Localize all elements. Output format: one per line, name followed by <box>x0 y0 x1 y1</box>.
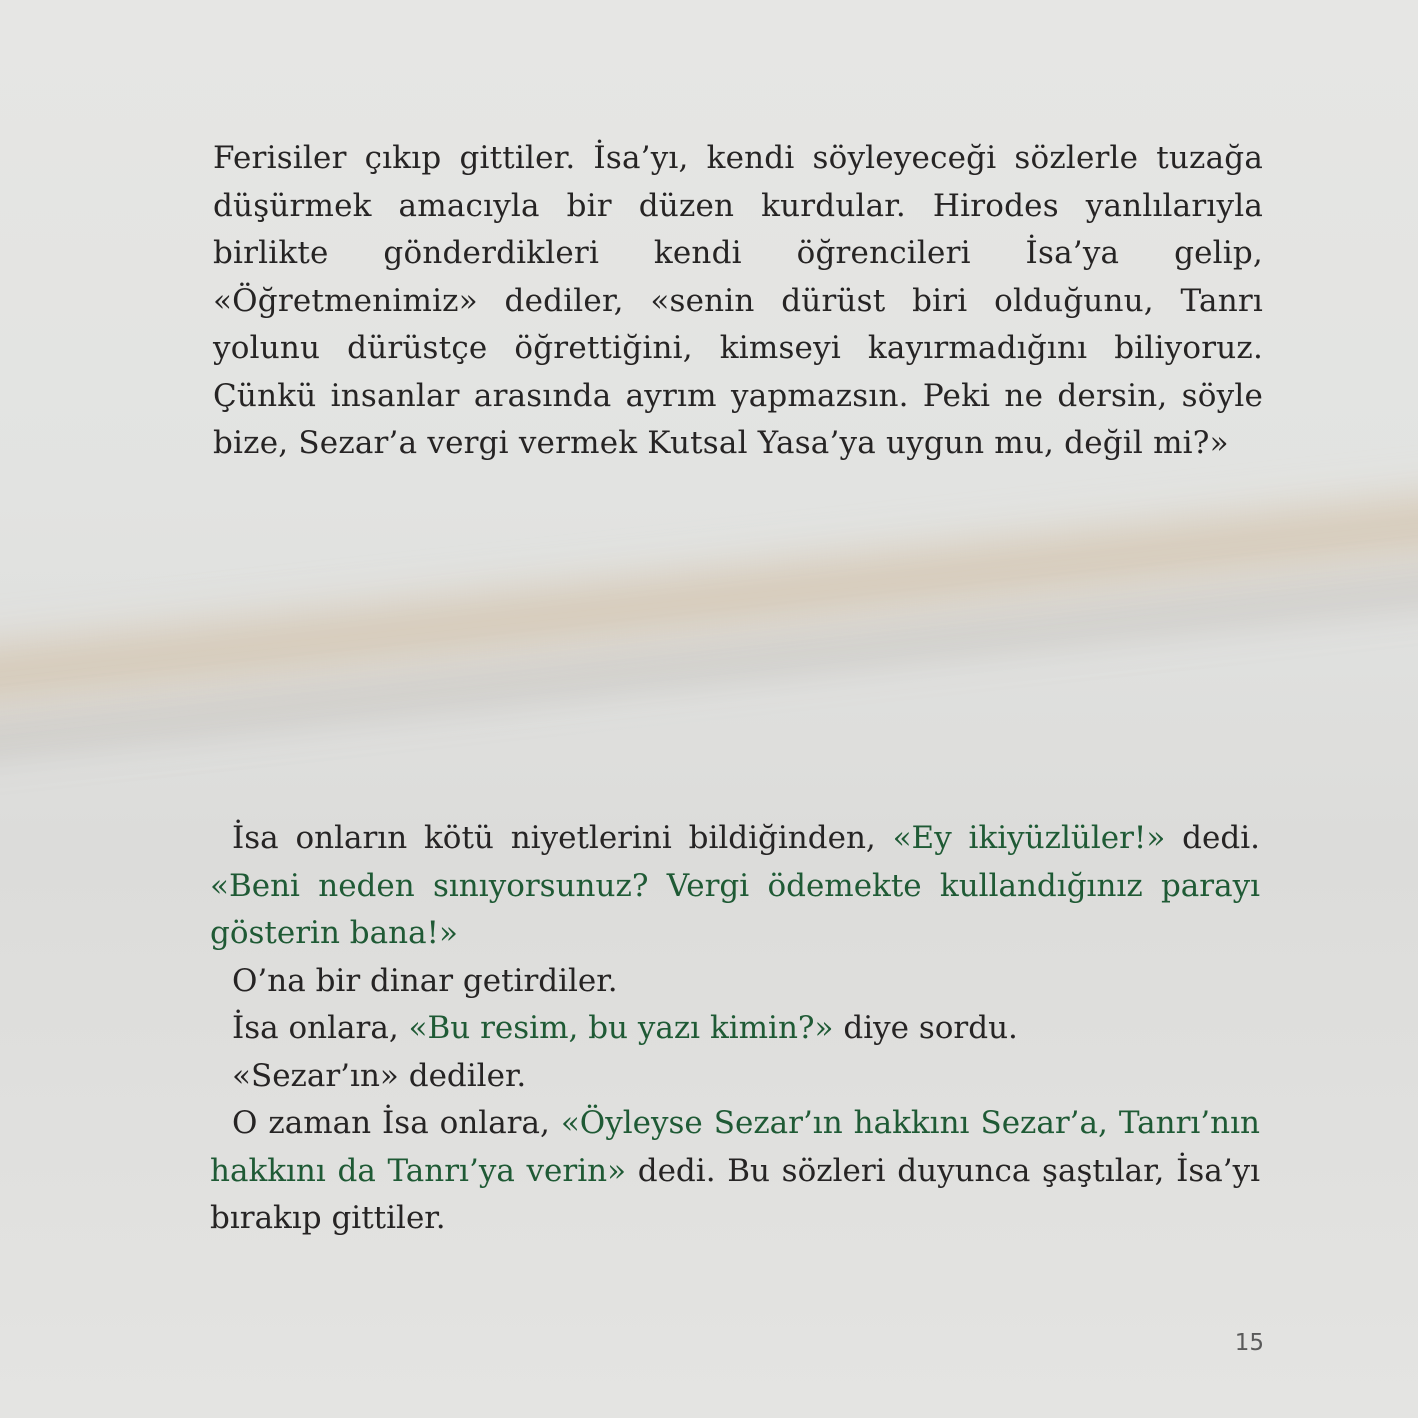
narration: dedi. <box>1165 820 1260 856</box>
paragraph-4: «Sezar’ın» dediler. <box>232 1057 527 1094</box>
narration: İsa onlara, <box>232 1010 409 1046</box>
narration: O zaman İsa onlara, <box>232 1105 561 1141</box>
speech-quote: «Bu resim, bu yazı kimin?» <box>408 1010 834 1046</box>
narration: diye sordu. <box>833 1010 1018 1046</box>
narration: dedi. Bu sözleri duyunca şaştılar, İsa’yı bırakıp gittiler. <box>210 1152 1260 1236</box>
speech-quote: «Ey ikiyüzlüler!» <box>892 820 1166 856</box>
paragraph-1 <box>210 815 1260 958</box>
paragraph-2: O’na bir dinar getirdiler. <box>232 962 618 999</box>
bottom-text-block <box>210 815 1260 1243</box>
page-number: 15 <box>1234 1330 1264 1356</box>
top-text-block <box>213 135 1263 468</box>
paragraph-5 <box>210 1100 1260 1243</box>
speech-quote: «Öyleyse Sezar’ın hakkını Sezar’a, Tanrı’nın hakkını da Tanrı’ya verin» <box>210 1105 1260 1189</box>
paragraph-3 <box>210 1005 1260 1053</box>
narration: İsa onların kötü niyetlerini bildiğinden, <box>232 820 893 856</box>
top-paragraph: Ferisiler çıkıp gittiler. İsa’yı, kendi söyleyeceği sözlerle tuzağa düşürmek amacıyla bir düzen kurdular. Hirodes yanlılarıyla birlikte gönderdikleri kendi öğrencileri İsa’ya gelip, «Öğretmenimiz» dediler, «senin dürüst biri olduğunu, Tanrı yolunu dürüstçe öğrettiğini, kimseyi kayırmadığını biliyoruz. Çünkü insanlar arasında ayrım yapmazsın. Peki ne dersin, söyle bize, Sezar’a vergi vermek Kutsal Yasa’ya uygun mu, değil mi?» <box>213 140 1263 461</box>
speech-quote: «Beni neden sınıyorsunuz? Vergi ödemekte kullandığınız parayı gösterin bana!» <box>210 867 1260 951</box>
